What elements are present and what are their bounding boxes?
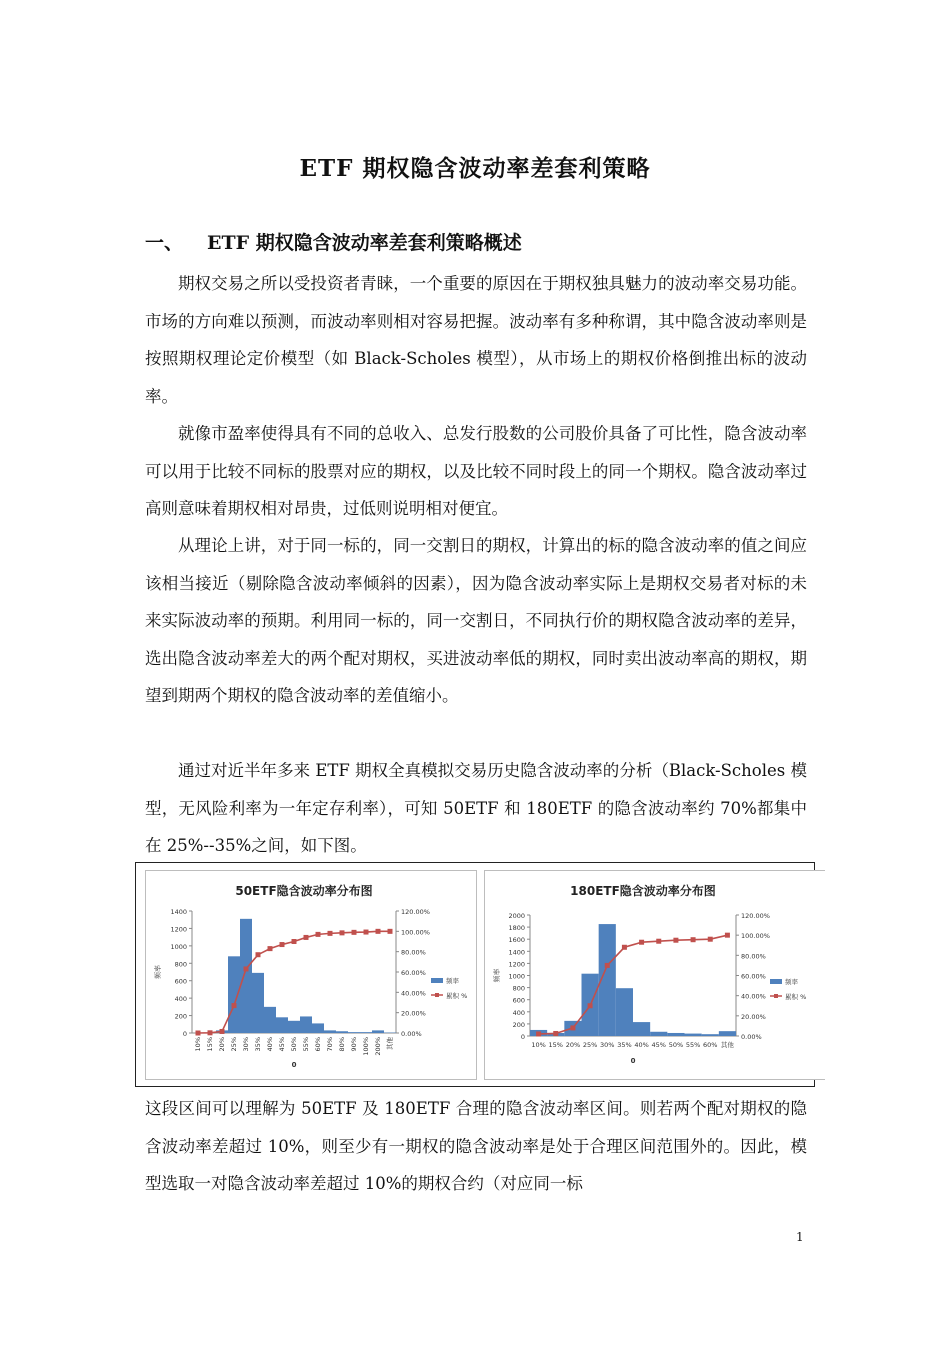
chart180-cumulative-point xyxy=(553,1031,558,1036)
chart50-bar xyxy=(336,1031,348,1033)
chart180-cumulative-point xyxy=(588,1003,593,1008)
chart50-cumulative-point xyxy=(220,1029,225,1034)
chart180-bar xyxy=(633,1022,650,1036)
chart50-bar xyxy=(348,1032,360,1033)
chart50-bar xyxy=(372,1030,384,1033)
chart50-cumulative-point xyxy=(292,939,297,944)
chart50-title: 50ETF隐含波动率分布图 xyxy=(235,884,373,898)
chart50-cumulative-point xyxy=(196,1031,201,1036)
chart50-xtick-label: 15% xyxy=(206,1037,214,1052)
chart50-y2tick-label: 80.00% xyxy=(401,948,426,957)
chart180-ytick-label: 1600 xyxy=(508,936,525,945)
chart180-xtick-label: 50% xyxy=(668,1041,684,1049)
chart50-xtick-label: 30% xyxy=(242,1037,250,1052)
chart50-xtick-label: 50% xyxy=(290,1037,298,1052)
chart50-bar xyxy=(288,1021,300,1033)
chart50-cumulative-point xyxy=(376,929,381,934)
chart180-xtick-label: 60% xyxy=(703,1041,718,1049)
chart50-cumulative-point xyxy=(328,931,333,936)
chart180-xtick-label: 25% xyxy=(582,1041,598,1049)
chart50-cumulative-point xyxy=(340,930,345,935)
chart50-y2tick-label: 60.00% xyxy=(401,969,426,977)
chart50-cumulative-point xyxy=(268,946,273,951)
chart50-ytick-label: 1200 xyxy=(170,925,187,934)
chart180-legend-swatch-bar xyxy=(770,979,782,984)
chart180-bar xyxy=(650,1032,667,1036)
chart180-ytick-label: 400 xyxy=(512,1008,525,1017)
chart180-ytick-label: 1200 xyxy=(508,960,525,969)
chart180-bar xyxy=(616,988,633,1036)
chart50-bar xyxy=(312,1023,324,1033)
chart50-bar xyxy=(252,973,264,1033)
chart180-bar xyxy=(685,1034,702,1036)
chart180-xtick-label: 35% xyxy=(617,1041,632,1049)
chart50-cumulative-point xyxy=(304,935,309,940)
chart50-cumulative-point xyxy=(316,932,321,937)
section-title: ETF 期权隐含波动率差套利策略概述 xyxy=(207,232,522,254)
chart50-cumulative-point xyxy=(388,929,393,934)
page-title: ETF 期权隐含波动率差套利策略 xyxy=(299,155,651,182)
chart180-y2tick-label: 0.00% xyxy=(741,1033,762,1041)
chart50-cumulative-point xyxy=(352,930,357,935)
chart50-xtick-label: 70% xyxy=(326,1037,334,1052)
chart50-xtick-label: 40% xyxy=(266,1037,274,1052)
chart50-xtick-label: 10% xyxy=(194,1037,202,1052)
chart50-y2tick-label: 120.00% xyxy=(401,908,430,916)
chart50-xtick-label: 25% xyxy=(230,1037,238,1052)
chart50-legend-label: 频率 xyxy=(446,977,459,985)
chart180-cumulative-point xyxy=(691,937,696,942)
chart50-ytick-label: 1400 xyxy=(170,908,187,916)
chart50-cumulative-point xyxy=(364,930,369,935)
chart180-y2tick-label: 100.00% xyxy=(741,932,770,941)
chart180-cumulative-point xyxy=(639,940,644,945)
paragraph-4: 通过对近半年多来 ETF 期权全真模拟交易历史隐含波动率的分析（Black-Scholes 模型，无风险利率为一年定存利率），可知 50ETF 和 180ETF 的隐含波动率约 70%都集中在 25%--35%之间，如下图。 xyxy=(145,761,807,855)
chart180-xtick-label: 45% xyxy=(651,1041,666,1049)
chart-50etf-svg xyxy=(146,871,476,1079)
chart50-xlabel: 0 xyxy=(291,1061,297,1069)
chart180-cumulative-point xyxy=(570,1025,575,1030)
chart50-cumulative-point xyxy=(244,966,249,971)
chart-50etf-iv-distribution xyxy=(145,870,477,1080)
chart180-ytick-label: 800 xyxy=(512,984,525,993)
chart50-ytick-label: 800 xyxy=(174,960,187,969)
chart50-y2tick-label: 20.00% xyxy=(401,1009,426,1018)
chart180-xtick-label: 40% xyxy=(634,1041,649,1049)
chart180-y2tick-label: 80.00% xyxy=(741,952,766,961)
chart180-xtick-label: 30% xyxy=(600,1041,615,1049)
chart180-ytick-label: 600 xyxy=(512,996,525,1005)
page-number: 1 xyxy=(796,1230,804,1244)
chart50-ytick-label: 0 xyxy=(182,1030,187,1038)
chart180-xtick-label: 20% xyxy=(565,1041,581,1049)
chart50-xtick-label: 20% xyxy=(218,1037,226,1052)
chart180-ytick-label: 0 xyxy=(520,1033,525,1041)
chart180-cumulative-point xyxy=(673,938,678,943)
chart50-xtick-label: 200% xyxy=(374,1037,382,1056)
chart50-xtick-label: 90% xyxy=(350,1037,358,1052)
paragraph-3: 从理论上讲，对于同一标的，同一交割日的期权，计算出的标的隐含波动率的值之间应该相当接近（剔除隐含波动率倾斜的因素），因为隐含波动率实际上是期权交易者对标的未来实际波动率的预期。利用同一标的，同一交割日，不同执行价的期权隐含波动率的差异，选出隐含波动率差大的两个配对期权，买进波动率低的期权，同时卖出波动率高的期权，期望到期两个期权的隐含波动率的差值缩小。 xyxy=(145,536,807,705)
chart50-xtick-label: 80% xyxy=(338,1037,346,1052)
chart180-legend-swatch-marker xyxy=(774,994,778,998)
paragraph-5: 这段区间可以理解为 50ETF 及 180ETF 合理的隐含波动率区间。则若两个配对期权的隐含波动率差超过 10%，则至少有一期权的隐含波动率是处于合理区间范围外的。因此，模型选取一对隐含波动率差超过 10%的期权合约（对应同一标 xyxy=(145,1099,807,1193)
section-number: 一、 xyxy=(145,232,184,254)
chart50-bar xyxy=(300,1016,312,1033)
chart180-ytick-label: 2000 xyxy=(508,912,525,920)
chart-180etf-iv-distribution xyxy=(484,870,825,1080)
chart180-ytick-label: 1800 xyxy=(508,924,525,933)
chart-180etf-svg xyxy=(485,871,825,1079)
chart50-bar xyxy=(324,1030,336,1033)
chart50-xtick-label: 35% xyxy=(254,1037,262,1052)
chart50-ytick-label: 400 xyxy=(174,995,187,1004)
chart50-bar xyxy=(264,1007,276,1033)
chart50-y2tick-label: 40.00% xyxy=(401,989,426,998)
chart50-bar xyxy=(276,1017,288,1033)
chart50-xtick-label: 60% xyxy=(314,1037,322,1052)
chart180-xlabel: 0 xyxy=(630,1057,636,1065)
chart50-cumulative-line xyxy=(198,931,390,1033)
chart50-xtick-label: 100% xyxy=(362,1037,370,1056)
paragraph-2: 就像市盈率使得具有不同的总收入、总发行股数的公司股价具备了可比性，隐含波动率可以用于比较不同标的股票对应的期权，以及比较不同时段上的同一个期权。隐含波动率过高则意味着期权相对昂贵，过低则说明相对便宜。 xyxy=(145,424,807,518)
chart50-cumulative-point xyxy=(280,942,285,947)
chart50-ytick-label: 1000 xyxy=(170,942,187,951)
chart180-xtick-label: 其他 xyxy=(720,1041,734,1049)
chart180-cumulative-point xyxy=(605,963,610,968)
chart180-y2tick-label: 60.00% xyxy=(741,972,766,981)
chart180-y2tick-label: 120.00% xyxy=(741,912,770,920)
chart50-cumulative-point xyxy=(232,1003,237,1008)
chart50-legend-swatch-marker xyxy=(435,993,439,997)
chart180-legend-label: 频率 xyxy=(785,978,798,986)
chart50-cumulative-point xyxy=(208,1030,213,1035)
chart50-xtick-label: 55% xyxy=(302,1037,310,1052)
chart50-cumulative-point xyxy=(256,952,261,957)
chart50-ytick-label: 600 xyxy=(174,977,187,986)
chart180-cumulative-point xyxy=(708,937,713,942)
chart180-cumulative-point xyxy=(725,933,730,938)
chart180-ylabel: 频率 xyxy=(493,968,501,983)
paragraph-1: 期权交易之所以受投资者青睐，一个重要的原因在于期权独具魅力的波动率交易功能。市场的方向难以预测，而波动率则相对容易把握。波动率有多种称谓，其中隐含波动率则是按照期权理论定价模型（如 Black-Scholes 模型），从市场上的期权价格倒推出标的波动率。 xyxy=(145,274,807,406)
chart50-y2tick-label: 0.00% xyxy=(401,1030,422,1038)
chart180-title: 180ETF隐含波动率分布图 xyxy=(570,884,716,898)
chart180-cumulative-point xyxy=(536,1031,541,1036)
chart180-ytick-label: 200 xyxy=(512,1020,525,1029)
chart180-ytick-label: 1400 xyxy=(508,948,525,957)
chart180-xtick-label: 55% xyxy=(685,1041,701,1049)
chart180-xtick-label: 15% xyxy=(548,1041,563,1049)
chart50-bar xyxy=(360,1032,372,1033)
chart180-bar xyxy=(702,1034,719,1036)
chart50-y2tick-label: 100.00% xyxy=(401,928,430,937)
chart180-ytick-label: 1000 xyxy=(508,972,525,981)
chart50-ylabel: 频率 xyxy=(154,965,162,979)
chart180-y2tick-label: 40.00% xyxy=(741,992,766,1001)
section-heading xyxy=(145,228,522,255)
chart50-xtick-label: 45% xyxy=(278,1037,286,1052)
chart180-bar xyxy=(667,1033,684,1036)
chart180-cumulative-point xyxy=(622,945,627,950)
chart50-ytick-label: 200 xyxy=(174,1012,187,1021)
chart180-xtick-label: 10% xyxy=(531,1041,546,1049)
chart180-bar xyxy=(719,1031,736,1036)
chart50-legend-label: 累积 % xyxy=(446,992,468,1000)
chart180-y2tick-label: 20.00% xyxy=(741,1012,766,1021)
chart50-xtick-label: 其他 xyxy=(386,1037,394,1050)
chart50-legend-swatch-bar xyxy=(431,978,443,983)
chart180-cumulative-point xyxy=(656,939,661,944)
chart50-bar xyxy=(240,919,252,1033)
chart180-legend-label: 累积 % xyxy=(785,993,807,1001)
